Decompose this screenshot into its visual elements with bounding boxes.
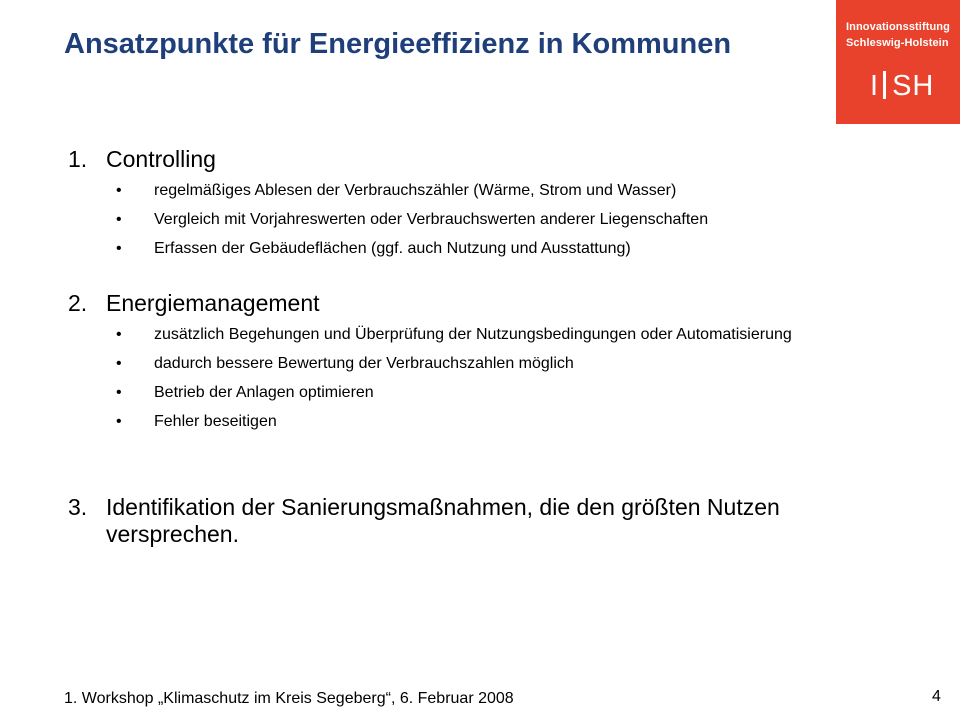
logo-mark-right: SH (892, 70, 935, 102)
bullet-text: Erfassen der Gebäudeflächen (ggf. auch Nutzung und Ausstattung) (154, 240, 631, 257)
bullet-dot: • (116, 413, 122, 430)
slide-footer: 1. Workshop „Klimaschutz im Kreis Segeberg“, 6. Februar 2008 (64, 690, 514, 707)
section-identifikation (68, 494, 908, 548)
section-title (68, 494, 908, 548)
logo-text-line-1: Innovationsstiftung (846, 21, 950, 33)
bullet-text: dadurch bessere Bewertung der Verbrauchszahlen möglich (154, 355, 574, 372)
section-number: 1. (68, 146, 88, 172)
bullet-dot: • (116, 384, 122, 401)
logo-mark (870, 70, 934, 103)
bullet-item (68, 181, 908, 200)
bullet-item (68, 412, 908, 431)
bullet-text: regelmäßiges Ablesen der Verbrauchszähler (Wärme, Strom und Wasser) (154, 182, 677, 199)
bullet-text: Betrieb der Anlagen optimieren (154, 384, 374, 401)
page-number: 4 (932, 688, 941, 705)
bullet-list (68, 181, 908, 258)
bullet-dot: • (116, 182, 122, 199)
bullet-dot: • (116, 211, 122, 228)
bullet-item (68, 383, 908, 402)
bullet-text: Vergleich mit Vorjahreswerten oder Verbrauchswerten anderer Liegenschaften (154, 211, 709, 228)
section-heading: Energiemanagement (106, 290, 320, 316)
ish-logo (836, 0, 960, 124)
logo-divider (883, 71, 886, 99)
bullet-text: zusätzlich Begehungen und Überprüfung der Nutzungsbedingungen oder Automatisierung (154, 326, 792, 343)
section-title (68, 290, 908, 317)
section-controlling (68, 146, 908, 268)
section-title (68, 146, 908, 173)
bullet-item (68, 354, 908, 373)
section-number: 2. (68, 290, 88, 316)
bullet-dot: • (116, 355, 122, 372)
bullet-item (68, 210, 908, 229)
logo-text-line-2: Schleswig-Holstein (846, 37, 949, 49)
section-energiemanagement (68, 290, 908, 441)
section-number: 3. (68, 494, 88, 520)
slide-title: Ansatzpunkte für Energieeffizienz in Kommunen (64, 28, 732, 60)
section-heading: Identifikation der Sanierungsmaßnahmen, die den größten Nutzen versprechen. (106, 494, 780, 547)
bullet-text: Fehler beseitigen (154, 413, 277, 430)
bullet-list (68, 325, 908, 431)
bullet-item (68, 239, 908, 258)
section-heading: Controlling (106, 146, 216, 172)
logo-mark-left: I (870, 70, 880, 102)
bullet-dot: • (116, 240, 122, 257)
bullet-item (68, 325, 908, 344)
bullet-dot: • (116, 326, 122, 343)
